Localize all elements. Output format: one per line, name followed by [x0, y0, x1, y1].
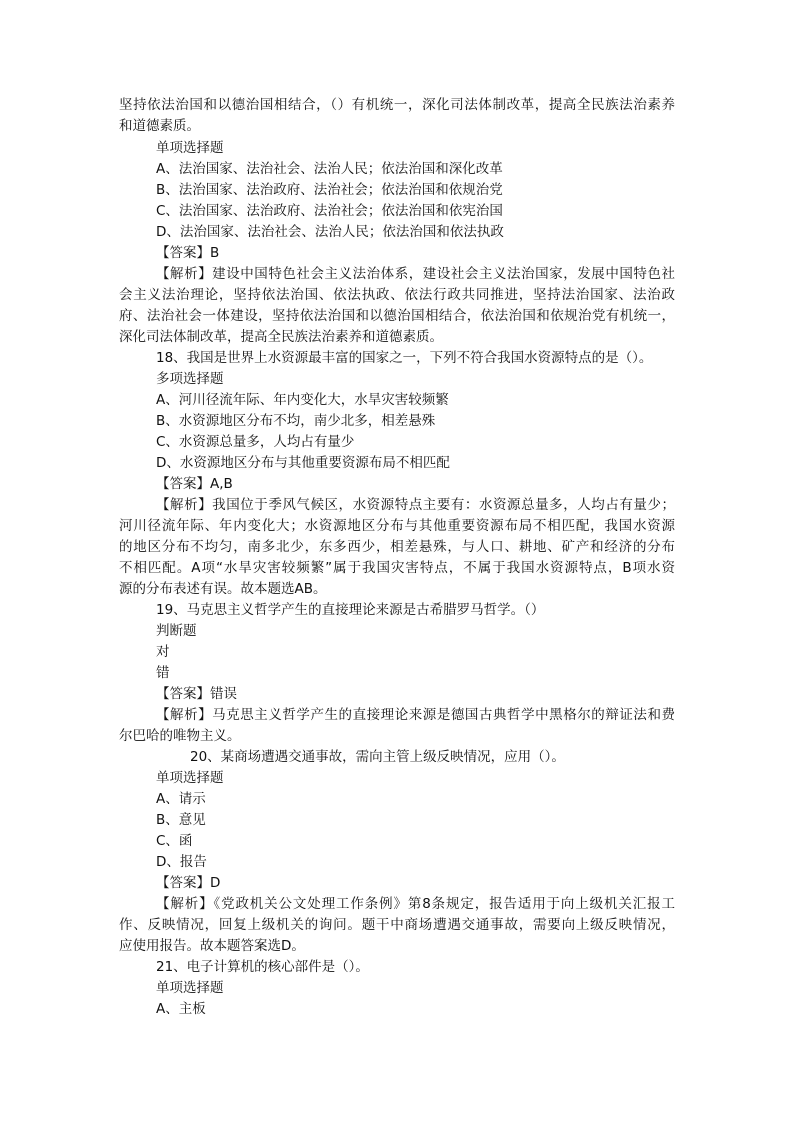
- option-c: C、函: [156, 833, 193, 849]
- answer: 【答案】错误: [156, 686, 237, 702]
- text-line: 坚持依法治国和以德治国相结合，（）有机统一，深化司法体制改革，提高全民族法治素养: [119, 97, 675, 113]
- text-line: 深化司法体制改革，提高全民族法治素养和道德素质。: [119, 329, 443, 345]
- option-a: A、请示: [156, 791, 206, 807]
- analysis: 【解析】马克思主义哲学产生的直接理论来源是德国古典哲学中黑格尔的辩证法和费: [156, 707, 675, 723]
- question-18: 18、我国是世界上水资源最丰富的国家之一，下列不符合我国水资源特点的是（）。: [156, 350, 653, 366]
- text-line: 源的分布表述有误。故本题选AB。: [119, 581, 327, 597]
- option-d: D、报告: [156, 854, 207, 870]
- text-line: 的地区分布不均匀，南多北少，东多西少，相差悬殊，与人口、耕地、矿产和经济的分布: [119, 539, 675, 555]
- analysis: 【解析】建设中国特色社会主义法治体系，建设社会主义法治国家，发展中国特色社: [156, 266, 675, 282]
- answer: 【答案】D: [156, 875, 221, 891]
- option-a: A、河川径流年际、年内变化大，水旱灾害较频繁: [156, 392, 449, 408]
- text-line: 河川径流年际、年内变化大；水资源地区分布与其他重要资源布局不相匹配，我国水资源: [119, 518, 675, 534]
- question-type: 单项选择题: [156, 770, 224, 786]
- question-21: 21、电子计算机的核心部件是（）。: [156, 959, 369, 975]
- text-line: 府、法治社会一体建设，坚持依法治国和以德治国相结合，依法治国和依规治党有机统一，: [119, 308, 675, 324]
- question-19: 19、马克思主义哲学产生的直接理论来源是古希腊罗马哲学。（）: [156, 602, 545, 618]
- option-true: 对: [156, 644, 170, 660]
- option-a: A、主板: [156, 1001, 206, 1017]
- answer: 【答案】B: [156, 245, 220, 261]
- option-c: C、法治国家、法治政府、法治社会；依法治国和依宪治国: [156, 203, 503, 219]
- text-line: 作、反映情况，回复上级机关的询问。题干中商场遭遇交通事故，需要向上级反映情况，: [119, 917, 675, 933]
- option-d: D、水资源地区分布与其他重要资源布局不相匹配: [156, 455, 450, 471]
- question-type: 单项选择题: [156, 140, 224, 156]
- option-d: D、法治国家、法治社会、法治人民；依法治国和依法执政: [156, 224, 504, 240]
- text-line: 尔巴哈的唯物主义。: [119, 728, 241, 744]
- text-line: 应使用报告。故本题答案选D。: [119, 938, 305, 954]
- question-type: 单项选择题: [156, 980, 224, 996]
- text-line: 会主义法治理论，坚持依法治国、依法执政、依法行政共同推进，坚持法治国家、法治政: [119, 287, 675, 303]
- question-type: 判断题: [156, 623, 197, 639]
- option-b: B、法治国家、法治政府、法治社会；依法治国和依规治党: [156, 182, 503, 198]
- answer: 【答案】A,B: [156, 476, 233, 492]
- option-b: B、意见: [156, 812, 206, 828]
- option-c: C、水资源总量多，人均占有量少: [156, 434, 355, 450]
- option-a: A、法治国家、法治社会、法治人民；依法治国和深化改革: [156, 161, 503, 177]
- analysis: 【解析】我国位于季风气候区，水资源特点主要有：水资源总量多，人均占有量少；: [156, 497, 675, 513]
- question-20: 20、某商场遭遇交通事故，需向主管上级反映情况，应用（）。: [190, 749, 565, 765]
- analysis: 【解析】《党政机关公文处理工作条例》第8条规定，报告适用于向上级机关汇报工: [156, 896, 675, 912]
- option-b: B、水资源地区分布不均，南少北多，相差悬殊: [156, 413, 436, 429]
- text-line: 不相匹配。A项“水旱灾害较频繁”属于我国灾害特点，不属于我国水资源特点，B项水资: [119, 560, 675, 576]
- text-line: 和道德素质。: [119, 118, 200, 134]
- option-false: 错: [156, 665, 170, 681]
- question-type: 多项选择题: [156, 371, 224, 387]
